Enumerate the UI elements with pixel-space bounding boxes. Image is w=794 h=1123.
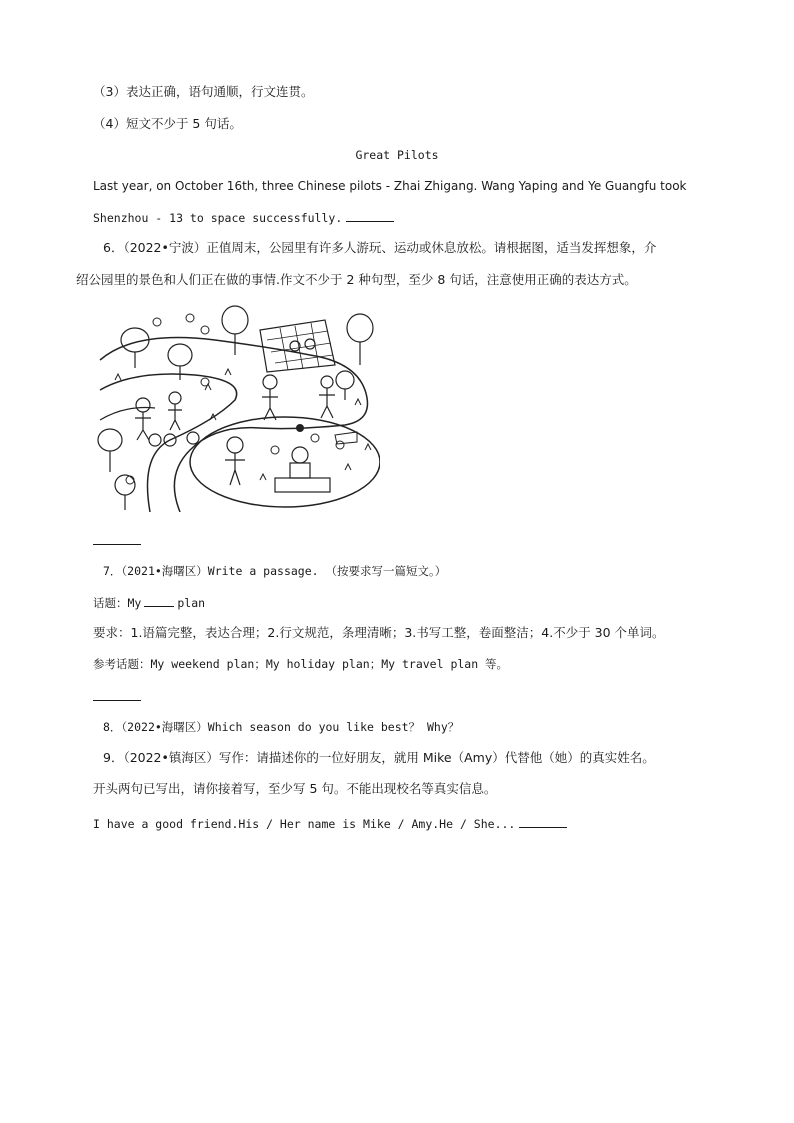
question-9-line-1: 9．（2022•镇海区）写作：请描述你的一位好朋友，就用 Mike（Amy）代替他（她）的真实姓名。 bbox=[103, 750, 655, 765]
question-7-reference: 参考话题：My weekend plan；My holiday plan；My travel plan 等。 bbox=[93, 657, 509, 671]
question-7-line-1: 7．（2021•海曙区）Write a passage. （按要求写一篇短文。） bbox=[103, 564, 447, 578]
requirement-4: （4）短文不少于 5 句话。 bbox=[93, 116, 242, 131]
park-illustration bbox=[95, 300, 380, 512]
question-6-line-1: 6．（2022•宁波）正值周末，公园里有许多人游玩、运动或休息放松。请根据图，适当发挥想象，介 bbox=[103, 240, 657, 255]
passage-line-2-text: Shenzhou - 13 to space successfully. bbox=[93, 211, 343, 225]
question-9-answer-blank bbox=[519, 815, 567, 828]
question-9-line-3-text: I have a good friend.His / Her name is Mike / Amy.He / She... bbox=[93, 817, 516, 831]
passage-title: Great Pilots bbox=[355, 148, 439, 162]
question-9-line-2: 开头两句已写出，请你接着写，至少写 5 句。不能出现校名等真实信息。 bbox=[93, 781, 497, 796]
question-6-answer-blank bbox=[93, 544, 141, 545]
question-9-line-3 bbox=[93, 815, 567, 832]
question-6-line-2: 绍公园里的景色和人们正在做的事情.作文不少于 2 种句型，至少 8 句话，注意使用正确的表达方式。 bbox=[76, 272, 637, 287]
passage-line-2 bbox=[93, 209, 394, 226]
question-7-topic bbox=[93, 594, 205, 611]
topic-prefix: 话题：My bbox=[93, 596, 142, 610]
question-8-line-1: 8．（2022•海曙区）Which season do you like best？ Why？ bbox=[103, 720, 460, 734]
passage-line-1: Last year, on October 16th, three Chinese pilots - Zhai Zhigang. Wang Yaping and Ye Guangfu took bbox=[93, 179, 687, 193]
topic-blank bbox=[144, 594, 174, 607]
answer-blank bbox=[346, 209, 394, 222]
question-7-requirement: 要求：1.语篇完整，表达合理；2.行文规范，条理清晰；3.书写工整，卷面整洁；4.不少于 30 个单词。 bbox=[93, 625, 665, 640]
topic-suffix: plan bbox=[177, 596, 206, 610]
question-7-answer-blank bbox=[93, 700, 141, 701]
requirement-3: （3）表达正确，语句通顺，行文连贯。 bbox=[93, 84, 314, 99]
